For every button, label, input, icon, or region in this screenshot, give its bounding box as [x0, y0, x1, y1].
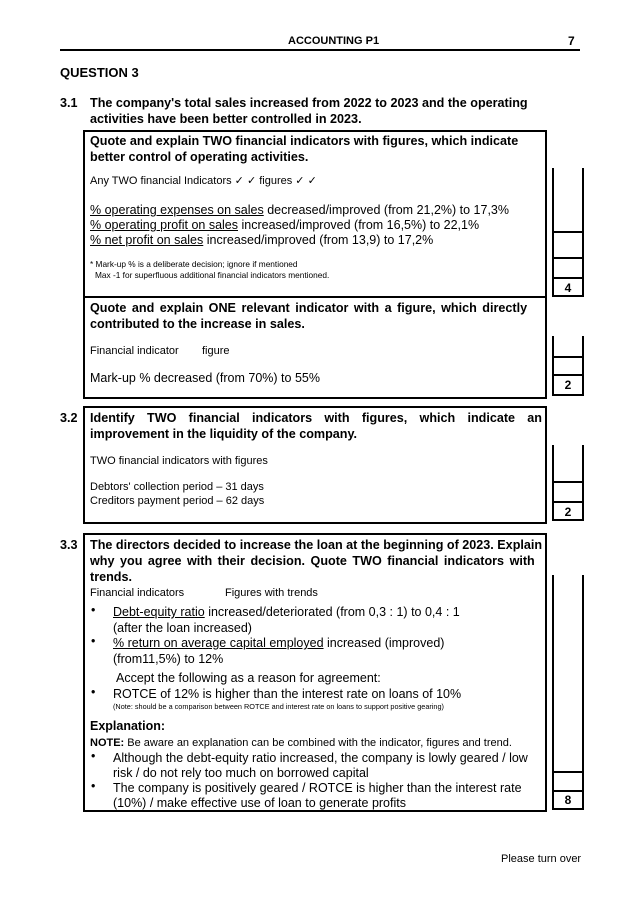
page-number: 7 [568, 34, 575, 48]
q31b-label-figure: figure [202, 345, 230, 357]
q33-bullet-3-dot: • [91, 685, 96, 699]
q31a-marking-hint: Any TWO financial Indicators ✓ ✓ figures ✓ ✓ [90, 175, 317, 187]
q33-bullet-2-line2: (from11,5%) to 12% [113, 652, 224, 666]
q33-exp-2-dot: • [91, 779, 96, 793]
q33-bullet-3-note: (Note: should be a comparison between ROTCE and interest rate on loans to support positive gearing) [113, 702, 444, 711]
q33-mark-tick-2 [552, 790, 584, 792]
q31a-mark-tick-2 [552, 257, 584, 259]
q33-note: NOTE: Be aware an explanation can be combined with the indicator, figures and trend. [90, 737, 512, 749]
header-title: ACCOUNTING P1 [288, 35, 380, 47]
q33-mark-column-right [582, 575, 584, 809]
q31b-prompt-line2: contributed to the increase in sales. [90, 317, 305, 331]
q31a-prompt-line1: Quote and explain TWO financial indicators with figures, which indicate [90, 134, 519, 148]
q31-intro-line2: activities have been better controlled in 2023. [90, 112, 362, 126]
header-rule [60, 49, 580, 51]
q31a-mark-base [552, 295, 584, 297]
q33-exp-2-line2: (10%) / make effective use of loan to generate profits [113, 796, 406, 810]
q33-number: 3.3 [60, 538, 78, 552]
q33-bullet-2: % return on average capital employed increased (improved) [113, 636, 445, 650]
q33-prompt-line2: why you agree with their decision. Quote TWO financial indicators with [90, 554, 535, 568]
q31a-note-2: Max -1 for superfluous additional financial indicators mentioned. [95, 270, 330, 280]
q33-bullet-1-dot: • [91, 603, 96, 617]
q32-answer-2: Creditors payment period – 62 days [90, 495, 265, 507]
q33-mark-column-left [552, 575, 554, 809]
q33-mark-tick-1 [552, 771, 584, 773]
q32-mark-tick-1 [552, 481, 584, 483]
q31a-prompt-line2: better control of operating activities. [90, 150, 309, 164]
q31b-mark-tick-1 [552, 356, 584, 358]
q31b-prompt-line1: Quote and explain ONE relevant indicator with a figure, which directly [90, 301, 528, 315]
q33-prompt-line3: trends. [90, 570, 132, 584]
q31b-marks: 2 [564, 378, 572, 392]
q31a-mark-tick-3 [552, 277, 584, 279]
q31b-mark-base [552, 394, 584, 396]
q31b-mark-column-left [552, 336, 554, 396]
q33-mark-base [552, 808, 584, 810]
q33-exp-1-line2: risk / do not rely too much on borrowed capital [113, 766, 369, 780]
q32-marks: 2 [564, 505, 572, 519]
q33-exp-2-line1: The company is positively geared / ROTCE is higher than the interest rate [113, 781, 522, 795]
q31a-marks: 4 [564, 281, 572, 295]
q31-number: 3.1 [60, 96, 78, 110]
q31a-mark-tick-1 [552, 231, 584, 233]
q33-explanation-heading: Explanation: [90, 719, 166, 733]
q31a-answer-1: % operating expenses on sales decreased/improved (from 21,2%) to 17,3% [90, 203, 509, 217]
q33-bullet-1-line2: (after the loan increased) [113, 621, 252, 635]
q31b-label-indicator: Financial indicator [90, 345, 179, 357]
question-heading: QUESTION 3 [60, 65, 139, 80]
q32-number: 3.2 [60, 411, 78, 425]
q33-label-indicators: Financial indicators [90, 587, 185, 599]
q32-mark-base [552, 519, 584, 521]
q33-prompt-line1: The directors decided to increase the loan at the beginning of 2023. Explain [90, 538, 543, 552]
q33-bullet-1: Debt-equity ratio increased/deteriorated (from 0,3 : 1) to 0,4 : 1 [113, 605, 460, 619]
q32-hint: TWO financial indicators with figures [90, 455, 268, 467]
q31a-note-1: * Mark-up % is a deliberate decision; ignore if mentioned [90, 259, 298, 269]
q31b-answer: Mark-up % decreased (from 70%) to 55% [90, 371, 320, 385]
footer-text: Please turn over [501, 853, 582, 865]
q31-divider [83, 296, 547, 298]
q33-marks: 8 [564, 793, 572, 807]
q31a-answer-2: % operating profit on sales increased/improved (from 16,5%) to 22,1% [90, 218, 480, 232]
q33-exp-1-dot: • [91, 749, 96, 763]
q33-exp-1-line1: Although the debt-equity ratio increased, the company is lowly geared / low [113, 751, 528, 765]
q33-label-figures: Figures with trends [225, 587, 318, 599]
q31b-mark-column-right [582, 336, 584, 396]
q31-intro-line1: The company's total sales increased from 2022 to 2023 and the operating [90, 96, 528, 110]
q31b-mark-tick-2 [552, 374, 584, 376]
q32-answer-1: Debtors' collection period – 31 days [90, 481, 264, 493]
q33-bullet-3: ROTCE of 12% is higher than the interest rate on loans of 10% [113, 687, 462, 701]
q32-prompt-line2: improvement in the liquidity of the company. [90, 427, 358, 441]
q31a-answer-3: % net profit on sales increased/improved (from 13,9) to 17,2% [90, 233, 434, 247]
q33-accept-text: Accept the following as a reason for agreement: [116, 671, 381, 685]
q32-mark-tick-2 [552, 501, 584, 503]
q33-bullet-2-dot: • [91, 634, 96, 648]
q32-prompt-line1: Identify TWO financial indicators with figures, which indicate an [90, 411, 542, 425]
